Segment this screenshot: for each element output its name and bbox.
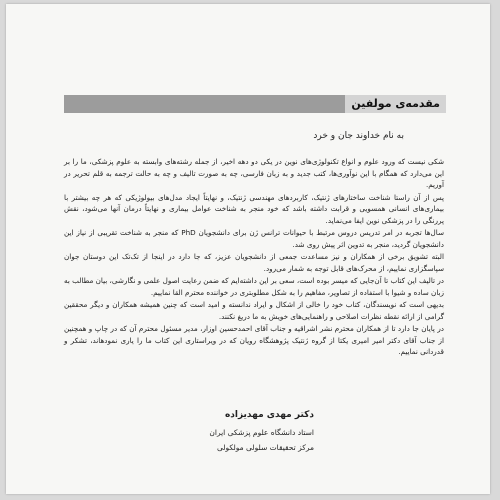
body-text bbox=[64, 156, 444, 359]
author-affiliation-1: استاد دانشگاه علوم پزشکی ایران bbox=[209, 428, 314, 437]
paragraph: سال‌ها تجربه در امر تدریس دروس مرتبط با حیوانات ترانس ژن برای دانشجویان PhD که منجر به شناخت تقریبی از نیاز این دانشجویان گردید، منجر به تدوین اثر پیش روی شد. bbox=[64, 228, 444, 249]
paragraph: البته تشویق برخی از همکاران و نیز مساعدت جمعی از دانشجویان عزیز، که جا دارد در اینجا از تک‌تک این دوستان جوان سپاسگزاری نماییم، از محرک‌های قابل توجه به شمار می‌رود. bbox=[64, 252, 444, 273]
invocation-line: به نام خداوند جان و خرد bbox=[313, 131, 404, 141]
section-header-bar bbox=[64, 95, 446, 113]
paragraph: در تالیف این کتاب تا آن‌جایی که میسر بوده است، سعی بر این داشته‌ایم که ضمن رعایت اصول علمی و نگارشی، بیان مطالب به زبان ساده و شیوا با استفاده از تصاویر، مفاهیم را به شکل مطلوبتری در خواننده محترم القا نماییم. bbox=[64, 276, 444, 297]
author-affiliation-2: مرکز تحقیقات سلولی مولکولی bbox=[216, 443, 314, 452]
paragraph: پس از آن راستا شناخت ساختارهای ژنتیک، کاربردهای مهندسی ژنتیک، و نهایتاً ایجاد مدل‌های بیولوژیکی که هر چه بیشتر با بیماری‌های انسانی همسویی و قرابت داشته باشد که خود منجر به شناخت عوامل بیماری و نهایتاً درمان آنها می‌شود، نقش پررنگی را در پزشکی نوین ایفا می‌نماید. bbox=[64, 192, 444, 225]
paragraph: در پایان جا دارد تا از همکاران محترم نشر اشراقیه و جناب آقای احمدحسین اوزار، مدیر مسئول محترم آن که در چاپ و همچنین از جناب آقای دکتر امیر امیری یکتا از گروه ژنتیک پژوهشگاه رویان که در ویراستاری این کتاب ما را یاری نمودهاند، تشکر و قدردانی نماییم. bbox=[64, 324, 444, 356]
signature-block bbox=[209, 410, 314, 455]
paragraph: شکی نیست که ورود علوم و انواع تکنولوژی‌های نوین در یکی دو دهه اخیر، از جمله رشته‌های وابسته به علوم پزشکی، ما را بر این می‌دارد که همگام با این نوآوری‌ها، کتب جدید و به زبان فارسی، چه به صورت تالیف و چه به حالت ترجمه به قلم تحریر در آوریم. bbox=[64, 157, 444, 189]
paragraph: بدیهی است که نویسندگان، کتاب خود را خالی از اشکال و ایراد ندانسته و امید است که چنین همیشه همکاران و دیگر محققین گرامی از ارائه نقطه نظرات اصلاحی و راهنمایی‌های خویش به ما دریغ نکنند. bbox=[64, 300, 444, 321]
author-name: دکتر مهدی مهدیزاده bbox=[224, 410, 314, 420]
section-title: مقدمه‌ی مولفین bbox=[345, 95, 446, 113]
document-page bbox=[6, 4, 490, 494]
